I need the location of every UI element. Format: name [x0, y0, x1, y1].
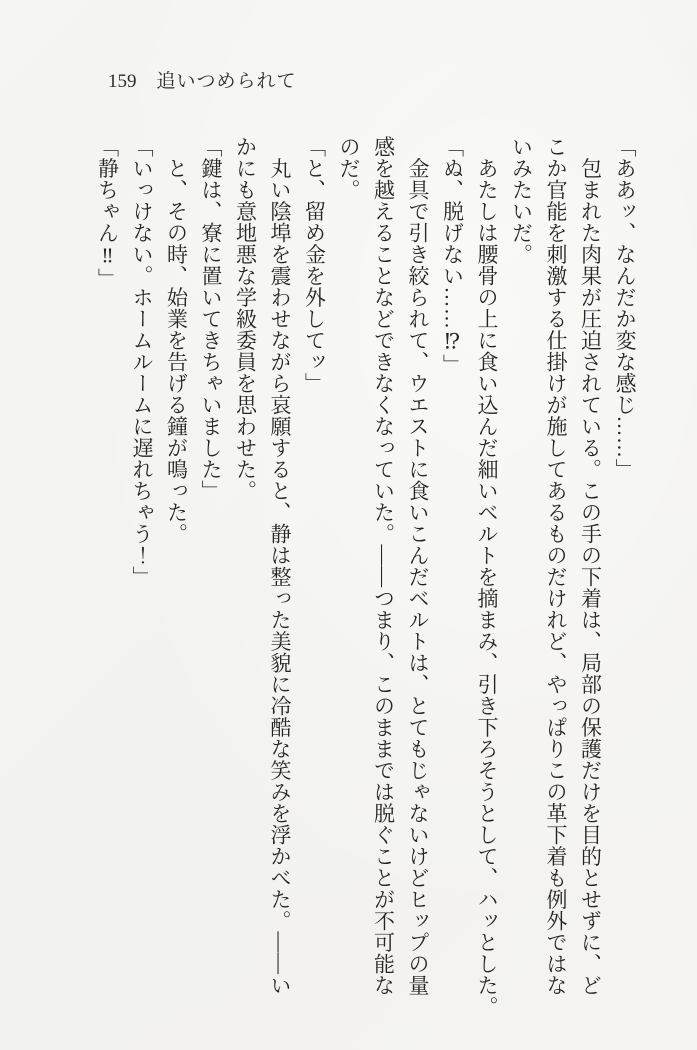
- text-column-13: 「鍵は、寮に置いてきちゃいました」: [199, 136, 223, 502]
- text-column-9: のだ。: [337, 136, 361, 201]
- text-column-6: 「ぬ、脱げない……⁉」: [440, 136, 465, 376]
- text-column-7: 金具で引き絞られて、ウエストに食いこんだベルトは、とてもじゃないけどヒップの量: [406, 136, 430, 996]
- text-column-2: 包まれた肉果が圧迫されている。この手の下着は、局部の保護だけを目的とせずに、ど: [578, 136, 603, 996]
- text-column-10: 「と、留め金を外してッ」: [302, 136, 327, 394]
- text-column-4: いみたいだ。: [509, 136, 534, 265]
- text-column-8: 感を越えることなどできなくなっていた。——つまり、このままでは脱ぐことが不可能な: [371, 136, 396, 996]
- text-column-1: 「ああッ、なんだか変な感じ……」: [613, 136, 637, 480]
- page-number: 159: [108, 71, 137, 92]
- running-head: [108, 66, 297, 93]
- body-text: [90, 136, 642, 1036]
- text-column-14: と、その時、始業を告げる鐘が鳴った。: [164, 136, 189, 545]
- text-column-12: かにも意地悪な学級委員を思わせた。: [233, 136, 258, 502]
- text-column-16: 「静ちゃん‼」: [95, 136, 120, 290]
- text-column-5: あたしは腰骨の上に食い込んだ細いベルトを摘まみ、引き下ろそうとして、ハッとした。: [475, 136, 499, 1018]
- chapter-title: 追いつめられて: [156, 71, 297, 92]
- text-column-11: 丸い陰埠を震わせながら哀願すると、静は整った美貌に冷酷な笑みを浮かべた。——い: [268, 136, 292, 996]
- text-column-15: 「いっけない。ホームルームに遅れちゃう！」: [130, 136, 154, 588]
- text-column-3: こか官能を刺激する仕掛けが施してあるものだけれど、やっぱりこの革下着も例外ではな: [544, 136, 568, 996]
